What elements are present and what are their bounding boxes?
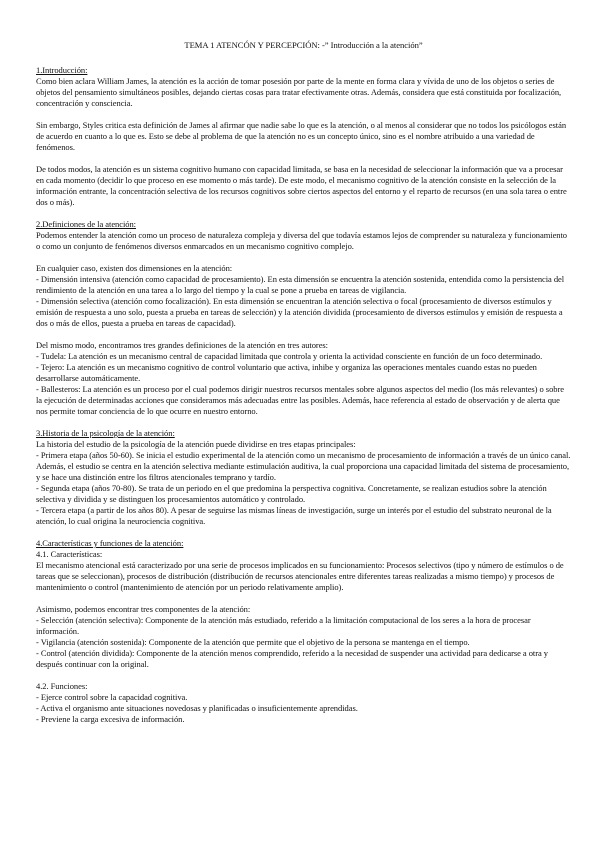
section-heading-caracteristicas: 4.Características y funciones de la atención:	[36, 538, 184, 548]
paragraph: En cualquier caso, existen dos dimensiones en la atención:	[36, 263, 233, 273]
list-item: - Ejerce control sobre la capacidad cognitiva.	[36, 692, 188, 702]
list-item: - Ballesteros: La atención es un proceso por el cual podemos dirigir nuestros recursos mentales sobre algunos aspectos del medio (los más relevantes) o sobre la ejecución de determinadas acciones que consideramos más adecuadas entre las posibles. Además, hace referencia al estado de observación y de alerta que nos permite tomar conciencia de lo que ocurre en nuestro entorno.	[36, 384, 564, 416]
section-heading-introduccion: 1.Introducción:	[36, 65, 88, 75]
paragraph: Asimismo, podemos encontrar tres componentes de la atención:	[36, 604, 251, 614]
list-item: - Segunda etapa (años 70-80). Se trata de un periodo en el que predomina la perspectiva cognitiva. Concretamente, se realizan estudios sobre la atención selectiva y dividida y se distinguen los procesamientos automático y controlado.	[36, 483, 547, 504]
list-item: - Previene la carga excesiva de información.	[36, 714, 185, 724]
paragraph: Como bien aclara William James, la atención es la acción de tomar posesión por parte de la mente en forma clara y vívida de uno de los objetos o series de objetos del pensamiento simultáneos posibles, dejando ciertas cosas para tratar efectivamente otras. Además, considera que está constituida por focalización, concentración y consciencia.	[36, 76, 562, 108]
list-item: - Selección (atención selectiva): Componente de la atención más estudiado, referido a la limitación computacional de los seres a la hora de procesar información.	[36, 615, 531, 636]
list-item: - Dimensión intensiva (atención como capacidad de procesamiento). En esta dimensión se encuentra la atención sostenida, entendida como la persistencia del rendimiento de la atención en una tarea a lo largo del tiempo y la cual se pone a prueba en tareas de vigilancia.	[36, 274, 565, 295]
paragraph: De todos modos, la atención es un sistema cognitivo humano con capacidad limitada, se basa en la necesidad de seleccionar la información que va a procesar en cada momento (decidir lo que proceso en ese momento o más tarde). De este modo, el mecanismo cognitivo de la atención consiste en la selección de la información entrante, la concentración selectiva de los recursos cognitivos sobre ciertos aspectos del entorno y el reparto de recursos (en una sola tarea o entre dos o más).	[36, 164, 567, 207]
paragraph: Sin embargo, Styles critica esta definición de James al afirmar que nadie sabe lo que es la atención, o al menos al considerar que no todos los psicólogos están de acuerdo en cuanto a lo que es. Esto se debe al problema de que la atención no es un concepto único, sino es el nombre atribuido a una variedad de fenómenos.	[36, 120, 567, 152]
list-item: - Tercera etapa (a partir de los años 80). A pesar de seguirse las mismas líneas de investigación, surge un interés por el estudio del substrato neuronal de la atención, lo cual origina la neurociencia cognitiva.	[36, 505, 552, 526]
list-item: - Activa el organismo ante situaciones novedosas y planificadas o insuficientemente aprendidas.	[36, 703, 358, 713]
subsection-heading: 4.1. Características:	[36, 549, 103, 559]
section-heading-historia: 3.Historia de la psicología de la atención:	[36, 428, 175, 438]
list-item: - Primera etapa (años 50-60). Se inicia el estudio experimental de la atención como un mecanismo de procesamiento de información a través de un único canal. Además, el estudio se centra en la atención selectiva mediante estimulación auditiva, la cual proporciona una capacidad limitada del sistema de procesamiento, y se hace una distinción entre los filtros atencionales temprano y tardío.	[36, 450, 571, 482]
list-item: - Tejero: La atención es un mecanismo cognitivo de control voluntario que activa, inhibe y organiza las operaciones mentales cuando estas no pueden desarrollarse automáticamente.	[36, 362, 537, 383]
paragraph: Del mismo modo, encontramos tres grandes definiciones de la atención en tres autores:	[36, 340, 328, 350]
section-heading-definiciones: 2.Definiciones de la atención:	[36, 219, 136, 229]
subsection-heading: 4.2. Funciones:	[36, 681, 88, 691]
list-item: - Control (atención dividida): Componente de la atención menos comprendido, referido a la necesidad de suspender una actividad para dedicarse a otra y después continuar con la original.	[36, 648, 548, 669]
list-item: - Tudela: La atención es un mecanismo central de capacidad limitada que controla y orienta la actividad consciente en función de un foco determinado.	[36, 351, 543, 361]
paragraph: Podemos entender la atención como un proceso de naturaleza compleja y diversa del que todavía estamos lejos de comprender su naturaleza y funcionamiento o como un conjunto de fenómenos diversos enmarcados en un mecanismo cognitivo complejo.	[36, 230, 568, 251]
list-item: - Vigilancia (atención sostenida): Componente de la atención que permite que el objetivo de la persona se mantenga en el tiempo.	[36, 637, 470, 647]
paragraph: El mecanismo atencional está caracterizado por una serie de procesos implicados en su funcionamiento: Procesos selectivos (tipo y número de estímulos o de tareas que se seleccionan), procesos de distribución (distribución de recursos atencionales entre diferentes tareas realizadas a mismo tiempo) y procesos de mantenimiento o control (mantenimiento de atención por un periodo relativamente amplio).	[36, 560, 564, 592]
document-title: TEMA 1 ATENCÓN Y PERCEPCIÓN: -” Introducción a la atención”	[184, 40, 423, 50]
paragraph: La historia del estudio de la psicología de la atención puede dividirse en tres etapas principales:	[36, 439, 356, 449]
list-item: - Dimensión selectiva (atención como focalización). En esta dimensión se encuentran la atención selectiva o focal (procesamiento de diversos estímulos y emisión de respuesta a uno solo, puesta a prueba en tareas de selección) y la atención dividida (procesamiento de diversos estímulos y emisión de respuesta a dos o más de ellos, puesta a prueba en tareas de capacidad).	[36, 296, 563, 328]
